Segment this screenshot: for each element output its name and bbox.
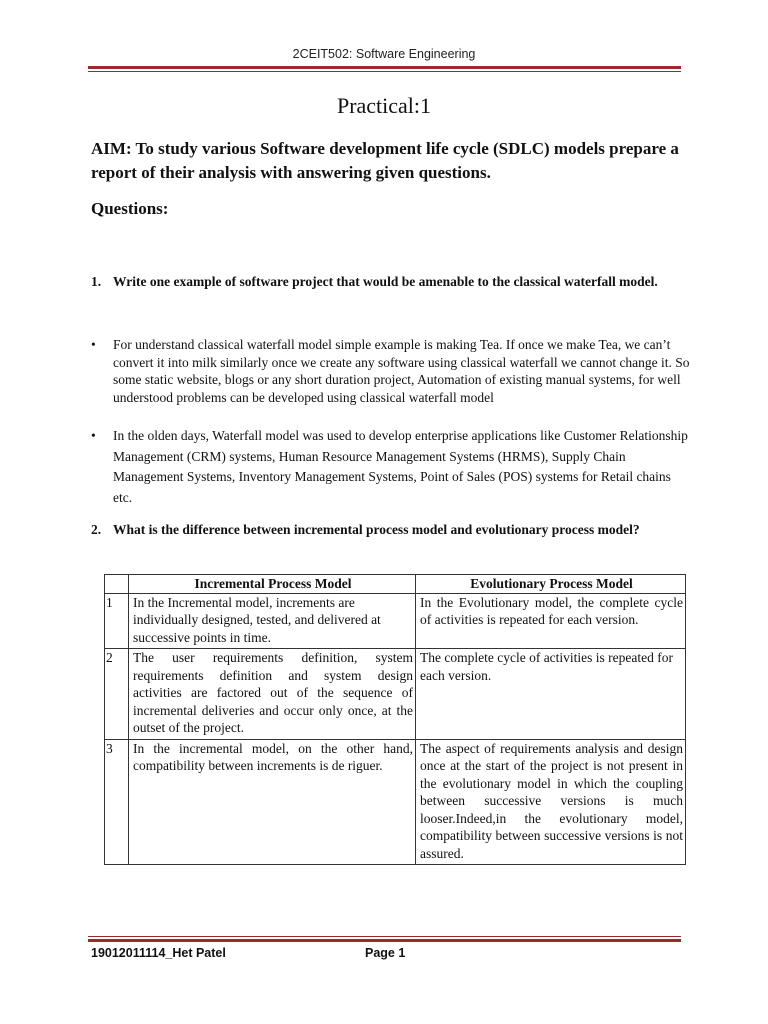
header-rule — [88, 66, 681, 72]
question-2-number: 2. — [91, 522, 102, 537]
row-number: 2 — [105, 649, 129, 740]
bullet-text: For understand classical waterfall model simple example is making Tea. If once we make Tea, we can’t convert it into milk similarly once we create any software using classical waterfall we cannot change it. So some static website, blogs or any short duration project, Automation of existing manual systems, for well understood problems can be developed using classical waterfall model — [113, 337, 690, 406]
row-number: 3 — [105, 739, 129, 865]
table-row — [105, 593, 686, 649]
evolutionary-cell: The aspect of requirements analysis and design once at the start of the project is not present in the evolutionary model in which the coupling between successive versions is much looser.Indeed,in the evolutionary model, compatibility between successive versions is not assured. — [416, 739, 686, 865]
footer-author: 19012011114_Het Patel — [91, 946, 226, 960]
aim-paragraph — [91, 137, 691, 185]
table-row — [105, 739, 686, 865]
question-2-text: What is the difference between incremental process model and evolutionary process model? — [113, 522, 640, 537]
question-1-text: Write one example of software project that would be amenable to the classical waterfall model. — [113, 274, 658, 289]
evolutionary-cell: In the Evolutionary model, the complete cycle of activities is repeated for each version. — [416, 593, 686, 649]
running-header: 2CEIT502: Software Engineering — [292, 47, 476, 61]
incremental-cell: In the incremental model, on the other hand, compatibility between increments is de riguer. — [129, 739, 416, 865]
incremental-cell: In the Incremental model, increments are individually designed, tested, and delivered at successive points in time. — [129, 593, 416, 649]
table-header-number — [105, 575, 129, 594]
table-header-evolutionary: Evolutionary Process Model — [416, 575, 686, 594]
question-1 — [91, 272, 691, 292]
evolutionary-cell: The complete cycle of activities is repeated for each version. — [416, 649, 686, 740]
aim-text: To study various Software development life cycle (SDLC) models prepare a report of their analysis with answering given questions. — [91, 139, 679, 182]
bullet-marker: • — [91, 428, 96, 443]
table-header-row — [105, 575, 686, 594]
row-number: 1 — [105, 593, 129, 649]
page-title: Practical:1 — [336, 93, 432, 118]
bullet-item — [91, 336, 691, 407]
footer-rule — [88, 936, 681, 942]
bullet-item — [91, 426, 691, 508]
comparison-table — [104, 574, 686, 865]
bullet-marker: • — [91, 337, 96, 352]
question-1-number: 1. — [91, 274, 102, 289]
question-2 — [91, 520, 691, 540]
incremental-cell: The user requirements definition, system requirements definition and system design activities are factored out of the sequence of incremental deliveries and occur only once, at the outset of the project. — [129, 649, 416, 740]
aim-label: AIM: — [91, 139, 132, 158]
table-row — [105, 649, 686, 740]
bullet-text: In the olden days, Waterfall model was used to develop enterprise applications like Customer Relationship Management (CRM) systems, Human Resource Management Systems (HRMS), Supply Chain Management Systems, Inventory Management Systems, Point of Sales (POS) systems for Retail chains etc. — [113, 428, 688, 505]
table-header-incremental: Incremental Process Model — [129, 575, 416, 594]
questions-heading: Questions: — [91, 199, 169, 218]
footer-page-number: Page 1 — [365, 946, 406, 960]
